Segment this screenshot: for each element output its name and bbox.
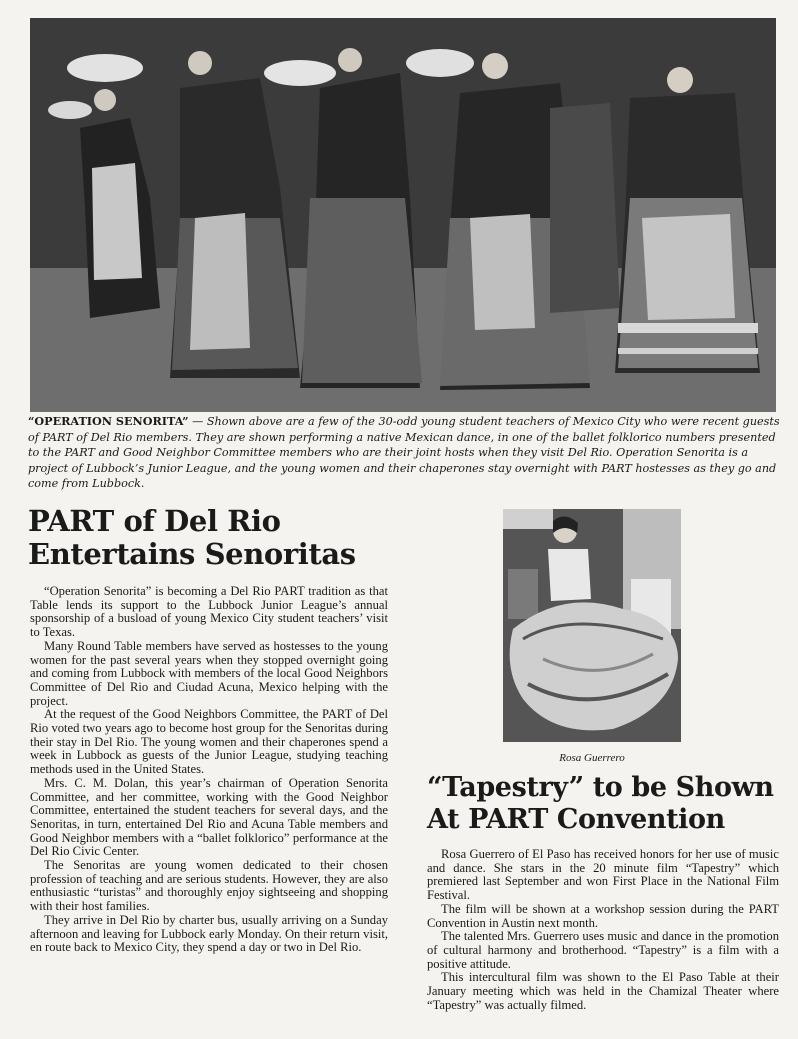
article1-paragraph: The Senoritas are young women dedicated to their chosen profession of teaching and are serious students. However, they are also enthusiastic “turistas” and thoroughly enjoy sightseeing and shopping with their host families.	[30, 858, 388, 914]
rosa-guerrero-photo	[503, 509, 681, 742]
article1-paragraph: Many Round Table members have served as hostesses to the young women for the past several years when they stopped overnight going and coming from Lubbock with members of the local Good Neighbors Committee of Del Rio and Ciudad Acuna, Mexico helping with the project.	[30, 638, 388, 708]
article1-paragraph: Mrs. C. M. Dolan, this year’s chairman of Operation Senorita Committee, and her committee, working with the Good Neighbor Committee, entertained the student teachers for several days, and the Senoritas, in turn, entertained Del Rio and Acuna Table members and Good Neighbor members with a “ballet folklorico” performance at the Del Rio Civic Center.	[30, 775, 388, 859]
photo-caption	[28, 414, 780, 492]
portrait-caption: Rosa Guerrero	[559, 752, 625, 764]
article2-paragraph: Rosa Guerrero of El Paso has received honors for her use of music and dance. She stars in the 20 minute film “Tapestry” which premiered last September and won First Place in the National Film Festival.	[427, 847, 779, 903]
article2-paragraph: This intercultural film was shown to the El Paso Table at their January meeting which was held in the Chamizal Theater where “Tapestry” was actually filmed.	[427, 970, 779, 1012]
dancers-photo	[30, 18, 776, 412]
caption-body: — Shown above are a few of the 30-odd young student teachers of Mexico City who were recent guests of PART of Del Rio members. They are shown performing a native Mexican dance, in one of the ballet folklorico numbers presented to the PART and Good Neighbor Committee members who are their joint hosts when they visit Del Rio. Operation Senorita is a project of Lubbock’s Junior League, and the young women and their chaperones stay overnight with PART hostesses as they go and come from Lubbock.	[28, 415, 780, 490]
article1-headline: PART of Del Rio Entertains Senoritas	[28, 504, 356, 571]
article1-paragraph: “Operation Senorita” is becoming a Del Rio PART tradition as that Table lends its support to the Lubbock Junior League’s annual sponsorship of a busload of young Mexico City student teachers’ visit to Texas.	[30, 584, 388, 640]
article2-body	[427, 848, 779, 1012]
article2-headline: “Tapestry” to be Shown At PART Convention	[427, 772, 774, 835]
article2-paragraph: The film will be shown at a workshop session during the PART Convention in Austin next month.	[427, 901, 779, 930]
caption-lead: “OPERATION SENORITA”	[28, 414, 189, 428]
article1-body	[30, 585, 388, 955]
article1-paragraph: At the request of the Good Neighbors Committee, the PART of Del Rio voted two years ago to become host group for the Senoritas during their stay in Del Rio. The young women and their chaperones spend a week in Lubbock as guests of the Junior League, studying teaching methods used in the United States.	[30, 707, 388, 777]
article1-paragraph: They arrive in Del Rio by charter bus, usually arriving on a Sunday afternoon and leaving for Lubbock early Monday. On their return visit, en route back to Mexico City, they spend a day or two in Del Rio.	[30, 912, 388, 955]
article2-paragraph: The talented Mrs. Guerrero uses music and dance in the promotion of cultural harmony and brotherhood. “Tapestry” is a film with a positive attitude.	[427, 929, 779, 971]
